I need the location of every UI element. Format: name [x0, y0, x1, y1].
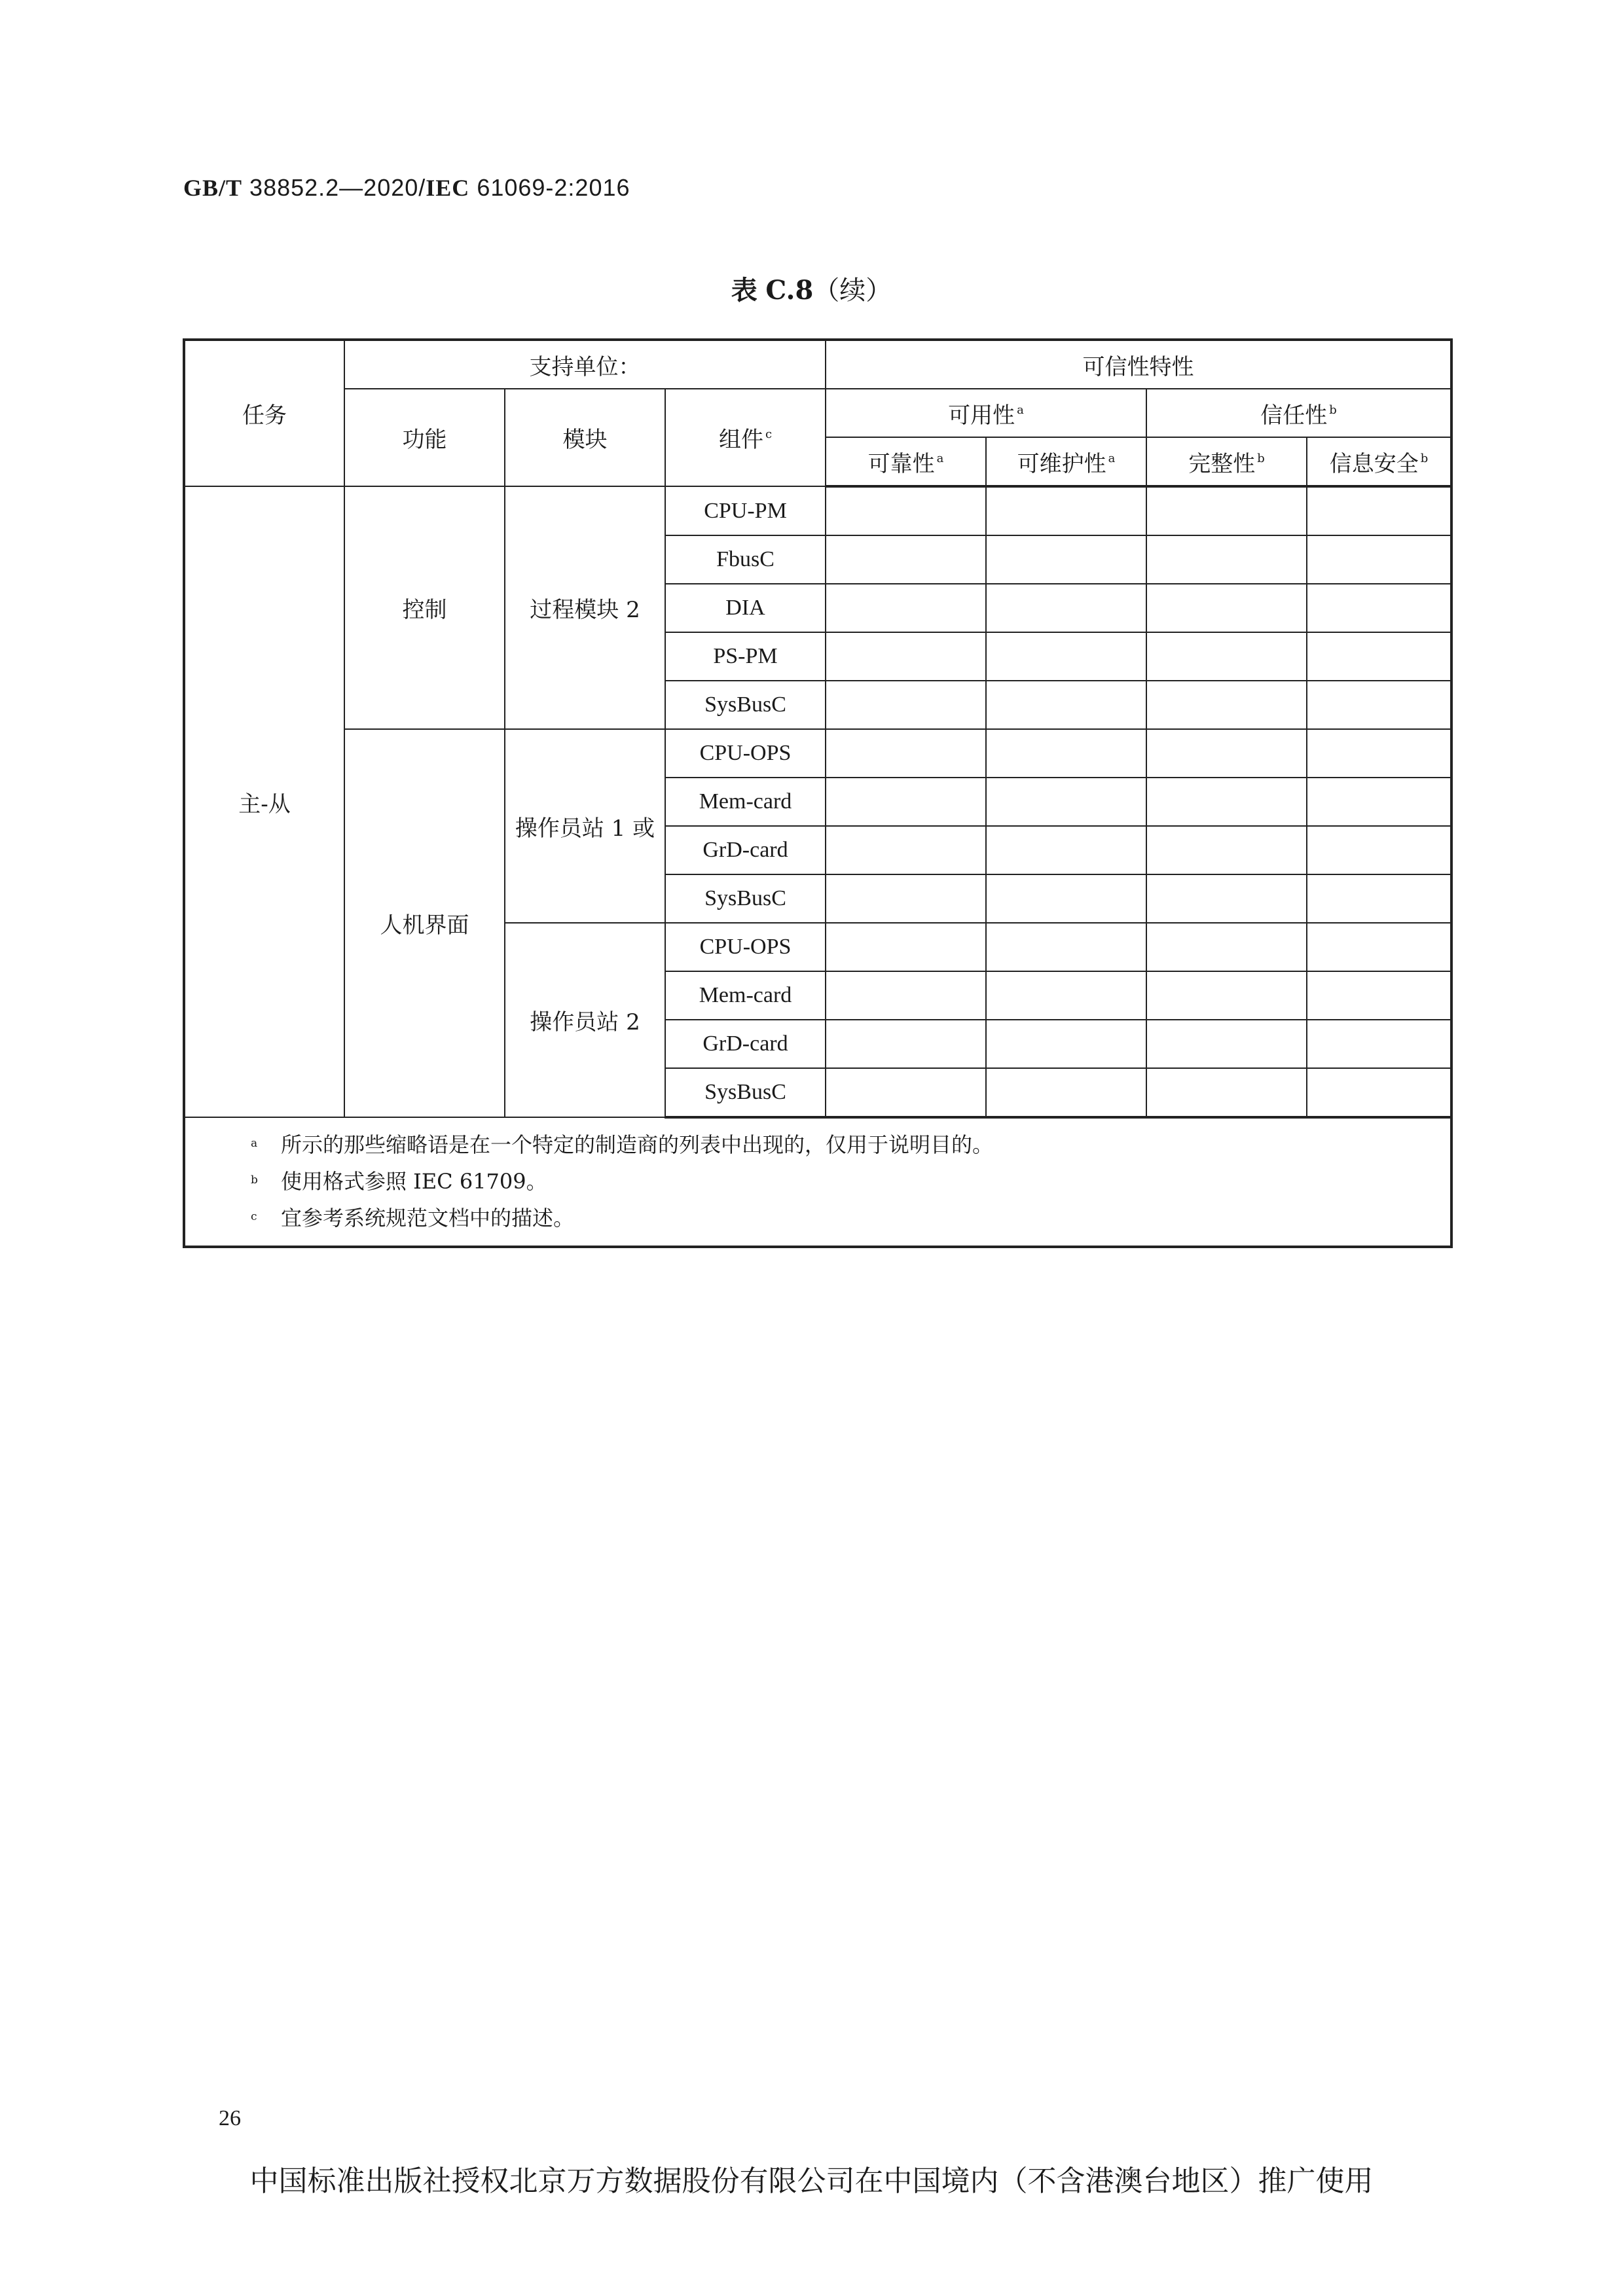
table-title-ref: C.8	[765, 275, 814, 306]
value-cell	[826, 584, 986, 632]
value-cell	[986, 923, 1146, 971]
standard-prefix: GB/T	[183, 175, 243, 201]
iec-code: 61069-2:2016	[477, 174, 630, 201]
trust-header: 信任性 $^b$	[1146, 389, 1451, 437]
value-cell	[1146, 632, 1307, 681]
component-header: 组件 $^c$	[665, 389, 826, 486]
value-cell	[826, 1020, 986, 1068]
value-cell	[1146, 923, 1307, 971]
task-header: 任务	[184, 340, 344, 486]
dependability-header: 可靠性 $^a$	[826, 437, 986, 486]
module-header: 模块	[505, 389, 665, 486]
value-cell	[1307, 874, 1451, 923]
footnote-a: a 所示的那些缩略语是在一个特定的制造商的列表中出现的，仅用于说明目的。	[251, 1132, 994, 1157]
component-cell: SysBusC	[665, 874, 826, 923]
value-cell	[1146, 486, 1307, 535]
value-cell	[1307, 584, 1451, 632]
function-cell-control: 控制	[344, 486, 505, 729]
component-cell: Mem-card	[665, 778, 826, 826]
value-cell	[826, 681, 986, 729]
copyright-footer: 中国标准出版社授权北京万方数据股份有限公司在中国境内（不含港澳台地区）推广使用	[249, 2164, 1374, 2198]
standard-code: 38852.2—2020/	[249, 174, 426, 201]
value-cell	[826, 923, 986, 971]
footnote-mark-a: a	[1017, 403, 1024, 417]
value-cell	[1146, 1020, 1307, 1068]
value-cell	[986, 681, 1146, 729]
value-cell	[986, 874, 1146, 923]
component-cell: Mem-card	[665, 971, 826, 1020]
value-cell	[1307, 729, 1451, 778]
footnote-c: c 宜参考系统规范文档中的描述。	[251, 1206, 575, 1230]
value-cell	[986, 1068, 1146, 1117]
component-cell: SysBusC	[665, 1068, 826, 1117]
component-cell: FbusC	[665, 535, 826, 584]
availability-header: 可用性 $^a$	[826, 389, 1146, 437]
value-cell	[826, 486, 986, 535]
value-cell	[1146, 535, 1307, 584]
component-cell: PS-PM	[665, 632, 826, 681]
component-cell: CPU-OPS	[665, 923, 826, 971]
component-cell: CPU-PM	[665, 486, 826, 535]
value-cell	[1146, 729, 1307, 778]
value-cell	[986, 486, 1146, 535]
footnote-mark-b: b	[1329, 403, 1337, 417]
value-cell	[1146, 874, 1307, 923]
footnote-b: b 使用格式参照 IEC 61709。	[251, 1169, 547, 1194]
module-cell-process: 过程模块 2	[505, 486, 665, 729]
standard-number	[183, 174, 630, 202]
component-cell: GrD-card	[665, 826, 826, 874]
value-cell	[826, 971, 986, 1020]
task-cell: 主-从	[184, 486, 344, 1117]
integrity-header: 完整性 $^b$	[1146, 437, 1307, 486]
value-cell	[986, 584, 1146, 632]
page-number: 26	[219, 2106, 241, 2130]
value-cell	[1146, 681, 1307, 729]
dependability-table	[183, 338, 1453, 1248]
iec-prefix: IEC	[426, 175, 470, 201]
value-cell	[1146, 1068, 1307, 1117]
value-cell	[1307, 632, 1451, 681]
value-cell	[986, 826, 1146, 874]
function-header: 功能	[344, 389, 505, 486]
value-cell	[1307, 778, 1451, 826]
module-cell-operator-1: 操作员站 1 或	[505, 729, 665, 923]
value-cell	[986, 1020, 1146, 1068]
table-title-suffix: （续）	[813, 276, 892, 306]
component-cell: CPU-OPS	[665, 729, 826, 778]
value-cell	[826, 1068, 986, 1117]
table-footnotes	[184, 1117, 1451, 1247]
value-cell	[1146, 584, 1307, 632]
support-unit-header: 支持单位：	[344, 340, 826, 389]
maintainability-header: 可维护性 $^a$	[986, 437, 1146, 486]
reliability-characteristics-header: 可信性特性	[826, 340, 1451, 389]
value-cell	[1307, 1020, 1451, 1068]
value-cell	[1307, 971, 1451, 1020]
module-cell-operator-2: 操作员站 2	[505, 923, 665, 1117]
value-cell	[1307, 923, 1451, 971]
value-cell	[1307, 681, 1451, 729]
value-cell	[826, 826, 986, 874]
value-cell	[1307, 535, 1451, 584]
value-cell	[826, 729, 986, 778]
value-cell	[826, 535, 986, 584]
component-cell: SysBusC	[665, 681, 826, 729]
value-cell	[826, 632, 986, 681]
value-cell	[1146, 778, 1307, 826]
value-cell	[986, 729, 1146, 778]
value-cell	[986, 971, 1146, 1020]
value-cell	[1307, 826, 1451, 874]
value-cell	[1307, 1068, 1451, 1117]
value-cell	[986, 778, 1146, 826]
table-title	[0, 270, 1623, 307]
component-cell: DIA	[665, 584, 826, 632]
value-cell	[986, 535, 1146, 584]
value-cell	[1307, 486, 1451, 535]
function-cell-hmi: 人机界面	[344, 729, 505, 1117]
value-cell	[1146, 971, 1307, 1020]
security-header: 信息安全 $^b$	[1307, 437, 1451, 486]
component-cell: GrD-card	[665, 1020, 826, 1068]
value-cell	[826, 778, 986, 826]
value-cell	[986, 632, 1146, 681]
footnote-mark-c: c	[765, 427, 773, 441]
value-cell	[1146, 826, 1307, 874]
table-title-prefix: 表	[731, 275, 757, 306]
value-cell	[826, 874, 986, 923]
